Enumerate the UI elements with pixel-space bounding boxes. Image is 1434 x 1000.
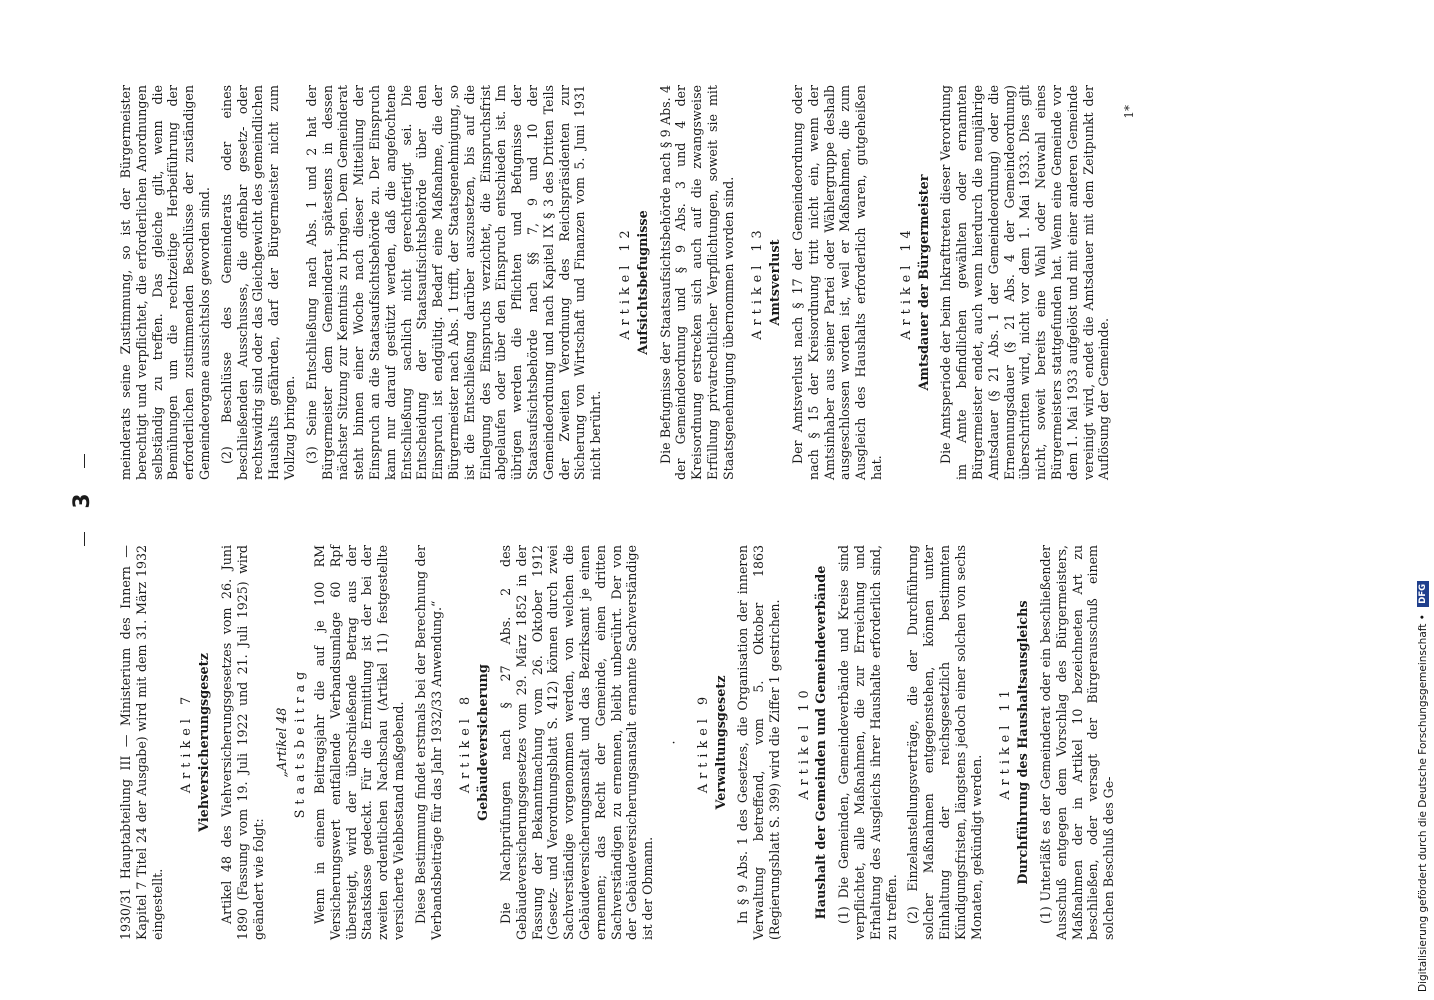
paragraph: Artikel 48 des Viehversicherungsgesetzes vom 26. Juni 1890 (Fassung vom 19. Juli 1922 und 21. Juli 1925) wird geändert wie folgt: xyxy=(218,545,266,940)
article-title: Gebäudeversicherung xyxy=(476,664,492,821)
article-title: Amtsverlust xyxy=(768,239,784,326)
paragraph: Die Amtsperiode der beim Inkrafttreten dieser Verordnung im Amte befindlichen gewählten oder ernannten Bürgermeister endet, auch wenn hierdurch die neunjährige Amtsdauer (§ 21 Abs. 1 der Gemeindeordnung) oder die Ernennungsdauer (§ 21 Abs. 4 der Gemeindeordnung) überschritten wird, nicht vor dem 1. Mai 1933. Dies gilt nicht, soweit bereits eine Wahl oder Neuwahl eines Bürgermeisters stattgefunden hat. Wenn eine Gemeinde vor dem 1. Mai 1933 aufgelöst und mit einer anderen Gemeinde vereinigt wird, endet die Amtsdauer mit dem Zeitpunkt der Auflösung der Gemeinde. xyxy=(938,85,1112,480)
watermark-text: Digitalisierung gefördert durch die Deutsche Forschungsgemeinschaft • xyxy=(1417,614,1429,992)
article-heading: Artikel 14 xyxy=(898,225,914,340)
paragraph: (1) Unterläßt es der Gemeinderat oder ein beschließender Ausschuß entgegen dem Vorschlag des Bürgermeisters, Maßnahmen der in Artikel 10 bezeichneten Art zu beschließen, oder versagt der Bürgerausschuß einem solchen Beschluß des Ge- xyxy=(1038,545,1117,940)
article-heading: Artikel 12 xyxy=(617,225,633,340)
signature-mark: 1* xyxy=(1122,105,1137,119)
article-heading: Artikel 10 xyxy=(796,685,812,800)
article-heading: Artikel 7 xyxy=(179,691,195,794)
paragraph: Der Amtsverlust nach § 17 der Gemeindeordnung oder nach § 15 der Kreisordnung tritt nicht ein, wenn der Amtsinhaber aus seiner Partei oder Wählergruppe deshalb ausgeschlossen worden ist, weil er Maßnahmen, die zum Ausgleich des Haushalts erforderlich waren, gutgeheißen hat. xyxy=(790,85,885,480)
separator-dot: · xyxy=(665,740,681,745)
paragraph: 1930/31 Hauptabteilung III — Ministerium des Innern — Kapitel 7 Titel 24 der Ausgabe) wird mit dem 31. März 1932 eingestellt. xyxy=(118,545,165,940)
paragraph: (2) Einzelanstellungsverträge, die der Durchführung solcher Maßnahmen entgegenstehen, können unter Einhaltung der reichsgesetzlich bestimmten Kündigungsfristen, längstens jedoch einer solchen von sechs Monaten, gekündigt werden. xyxy=(905,545,984,940)
quoted-article-title: Staatsbeitrag xyxy=(292,666,308,819)
paragraph: In § 9 Abs. 1 des Gesetzes, die Organisation der inneren Verwaltung betreffend, vom 5. Oktober 1863 (Regierungsblatt S. 399) wird die Ziffer 1 gestrichen. xyxy=(735,545,782,940)
paragraph: Die Befugnisse der Staatsaufsichtsbehörde nach § 9 Abs. 4 der Gemeindeordnung und § 9 Abs. 3 und 4 der Kreisordnung erstrecken sich auch auf die zwangsweise Erfüllung privatrechtlicher Verpflichtungen, soweit sie mit Staatsgenehmigung übernommen worden sind. xyxy=(657,85,736,480)
article-title: Viehversicherungsgesetz xyxy=(197,653,213,832)
paragraph: meinderats seine Zustimmung, so ist der Bürgermeister berechtigt und verpflichtet, die erforderlichen Anordnungen selbständig zu treffen. Das gleiche gilt, wenn die Bemühungen um die rechtzeitige Herbeiführung der erforderlichen zustimmenden Beschlüsse der zuständigen Gemeindeorgane aussichtslos geworden sind. xyxy=(118,85,212,480)
article-title: Verwaltungsgesetz xyxy=(713,675,729,810)
article-title: Haushalt der Gemeinden und Gemeindeverbände xyxy=(814,565,830,920)
paragraph: Wenn in einem Beitragsjahr die auf je 100 RM Versicherungswert entfallende Verbandsumlage 60 Rpf übersteigt, wird der überschießende Betrag aus der Staatskasse gedeckt. Für die Ermittlung ist der bei der zweiten ordentlichen Nachschau (Artikel 11) festgestellte versicherte Viehbestand maßgebend. xyxy=(311,545,406,940)
article-title: Aufsichtsbefugnisse xyxy=(635,210,651,355)
paragraph: Diese Bestimmung findet erstmals bei der Berechnung der Verbandsbeiträge für das Jahr 1932/33 Anwendung.“ xyxy=(412,545,444,940)
dash-right xyxy=(84,454,85,468)
article-heading: Artikel 13 xyxy=(750,225,766,340)
page-header xyxy=(70,0,110,1000)
article-heading: Artikel 8 xyxy=(458,691,474,794)
article-heading: Artikel 9 xyxy=(695,691,711,794)
paragraph: Die Nachprüfungen nach § 27 Abs. 2 des Gebäudeversicherungsgesetzes vom 29. März 1852 in der Fassung der Bekanntmachung vom 26. Oktober 1912 (Gesetz- und Verordnungsblatt S. 412) können durch zwei Sachverständige vorgenommen werden, von welchen die Gebäudeversicherungsanstalt und das Bezirksamt je einen ernennen; das Recht der Gemeinde, einen dritten Sachverständigen zu ernennen, bleibt unberührt. Der von der Gebäudeversicherungsanstalt ernannte Sachverständige ist der Obmann. xyxy=(497,545,656,940)
right-column xyxy=(118,85,1138,480)
digitization-watermark xyxy=(1412,0,1434,1000)
dash-left xyxy=(84,532,85,546)
article-title: Durchführung des Haushaltsausgleichs xyxy=(1016,600,1032,885)
paragraph: (1) Die Gemeinden, Gemeindeverbände und Kreise sind verpflichtet, alle Maßnahmen, die zur Erreichung und Erhaltung des Ausgleichs ihrer Haushalte erforderlich sind, zu treffen. xyxy=(836,545,899,940)
left-column xyxy=(118,545,1123,940)
paragraph: (2) Beschlüsse des Gemeinderats oder eines beschließenden Ausschusses, die offenbar gesetz- oder rechtswidrig sind oder das Gleichgewicht des gemeindlichen Haushalts gefährden, darf der Bürgermeister nicht zum Vollzug bringen. xyxy=(218,85,297,480)
page-number: 3 xyxy=(70,491,95,509)
article-title: Amtsdauer der Bürgermeister xyxy=(916,174,932,391)
article-heading: Artikel 11 xyxy=(998,685,1014,800)
paragraph: (3) Seine Entschließung nach Abs. 1 und 2 hat der Bürgermeister dem Gemeinderat spätestens in dessen nächster Sitzung zur Kenntnis zu bringen. Dem Gemeinderat steht binnen einer Woche nach dieser Mitteilung der Einspruch an die Staatsaufsichtsbehörde zu. Der Einspruch kann nur darauf gestützt werden, daß die angefochtene Entschließung sachlich nicht gerechtfertigt sei. Die Entscheidung der Staatsaufsichtsbehörde über den Einspruch ist endgültig. Bedarf eine Maßnahme, die der Bürgermeister nach Abs. 1 trifft, der Staatsgenehmigung, so ist die Entschließung darüber auszusetzen, bis auf die Einlegung des Einspruchs verzichtet, die Einspruchsfrist abgelaufen oder über den Einspruch entschieden ist. Im übrigen werden die Pflichten und Befugnisse der Staatsaufsichtsbehörde nach §§ 7, 9 und 10 der Gemeindeordnung und nach Kapitel IX § 3 des Dritten Teils der Zweiten Verordnung des Reichspräsidenten zur Sicherung von Wirtschaft und Finanzen vom 5. Juni 1931 nicht berührt. xyxy=(303,85,604,480)
quoted-article-heading: „Artikel 48 xyxy=(274,707,290,778)
dfg-logo: DFG xyxy=(1417,581,1429,607)
